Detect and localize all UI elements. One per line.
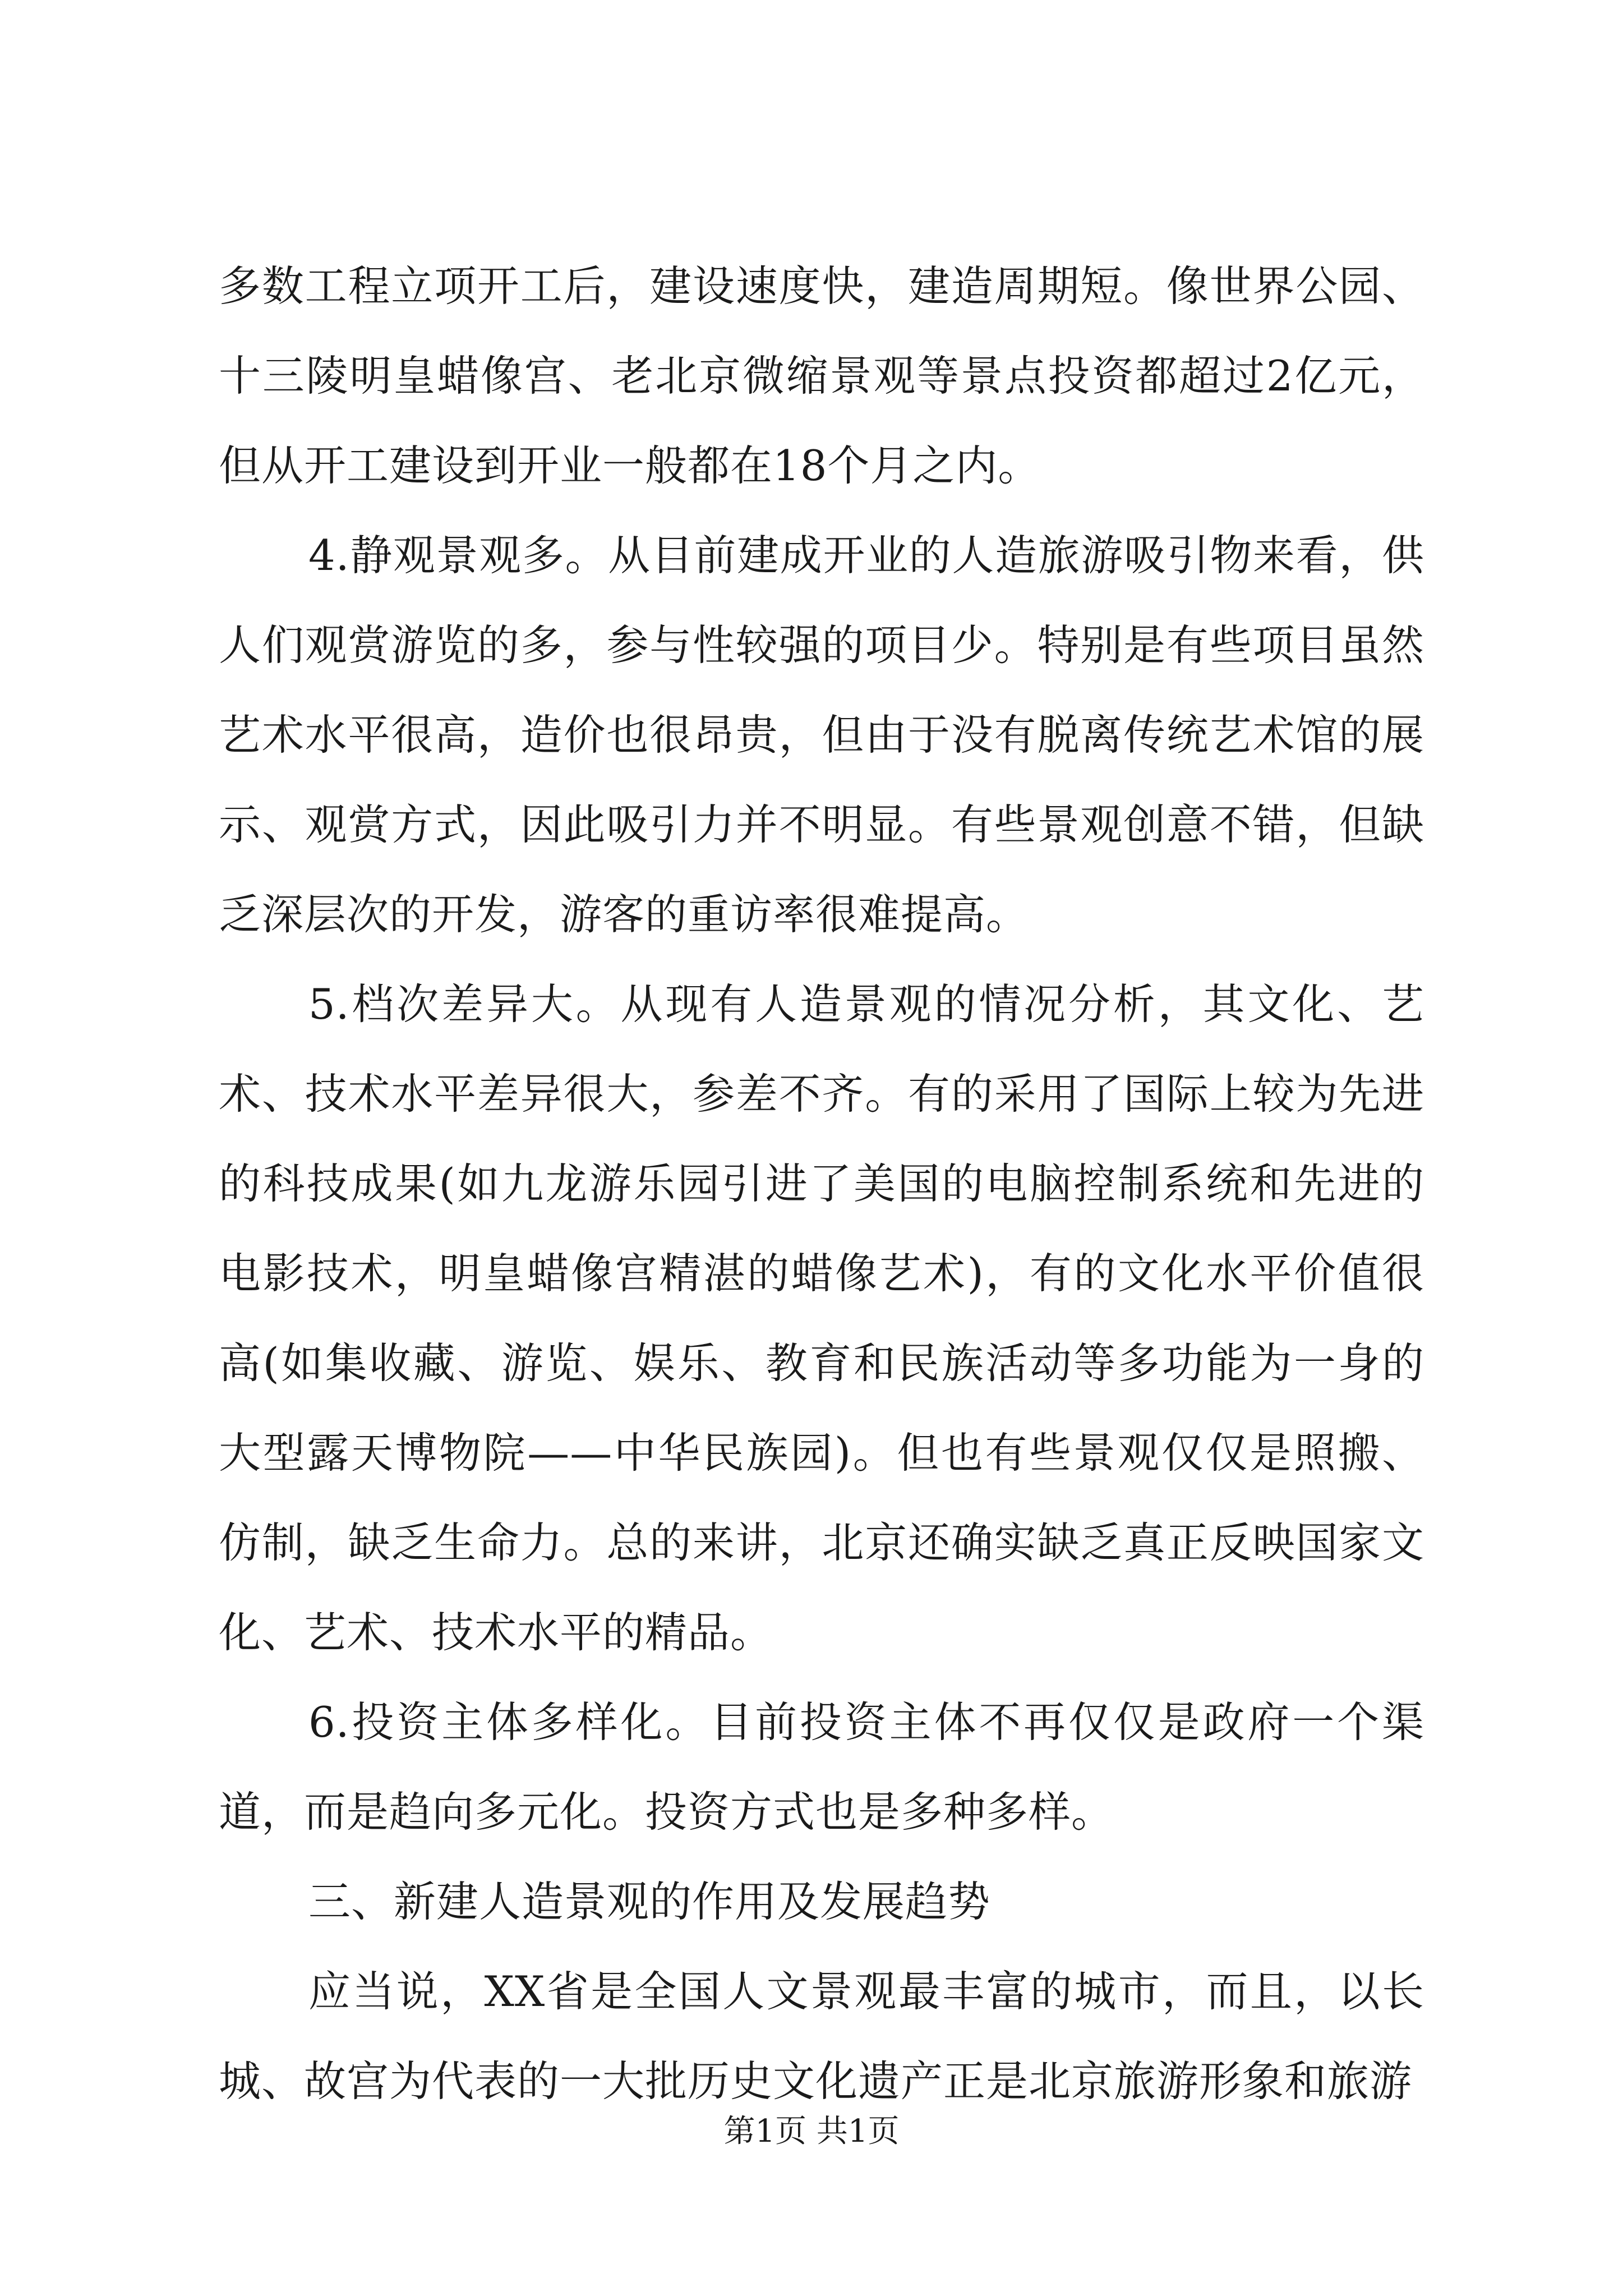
paragraph-item-6: 6.投资主体多样化。目前投资主体不再仅仅是政府一个渠道，而是趋向多元化。投资方式也是多种多样。 bbox=[219, 1697, 1424, 1837]
paragraph-continuation: 多数工程立项开工后，建设速度快，建造周期短。像世界公园、十三陵明皇蜡像宫、老北京微缩景观等景点投资都超过2亿元，但从开工建设到开业一般都在18个月之内。 bbox=[219, 261, 1424, 490]
paragraph-item-5: 5.档次差异大。从现有人造景观的情况分析，其文化、艺术、技术水平差异很大，参差不齐。有的采用了国际上较为先进的科技成果(如九龙游乐园引进了美国的电脑控制系统和先进的电影技术，明皇蜡像宫精湛的蜡像艺术)，有的文化水平价值很高(如集收藏、游览、娱乐、教育和民族活动等多功能为一身的大型露天博物院——中华民族园)。但也有些景观仅仅是照搬、仿制，缺乏生命力。总的来讲，北京还确实缺乏真正反映国家文化、艺术、技术水平的精品。 bbox=[219, 979, 1424, 1657]
paragraph-item-4: 4.静观景观多。从目前建成开业的人造旅游吸引物来看，供人们观赏游览的多，参与性较强的项目少。特别是有些项目虽然艺术水平很高，造价也很昂贵，但由于没有脱离传统艺术馆的展示、观赏方式，因此吸引力并不明显。有些景观创意不错，但缺乏深层次的开发，游客的重访率很难提高。 bbox=[219, 531, 1424, 939]
document-body bbox=[219, 241, 1424, 2126]
paragraph-section-3-body: 应当说，XX省是全国人文景观最丰富的城市，而且，以长城、故宫为代表的一大批历史文化遗产正是北京旅游形象和旅游 bbox=[219, 1967, 1424, 2106]
page-footer: 第1页 共1页 bbox=[723, 2113, 900, 2150]
section-heading-3: 三、新建人造景观的作用及发展趋势 bbox=[308, 1877, 991, 1926]
